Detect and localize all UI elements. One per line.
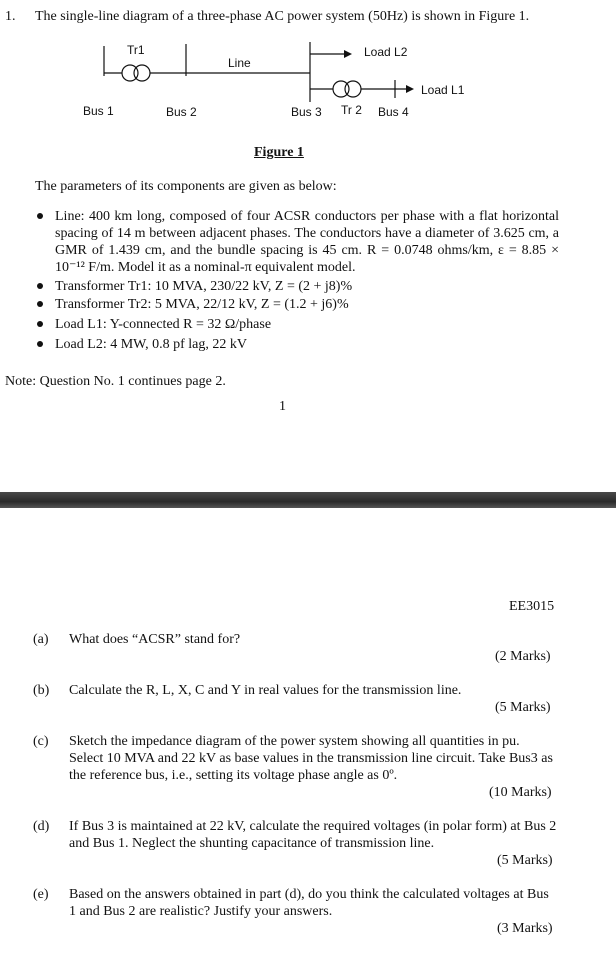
question-e-marks: (3 Marks) (497, 921, 553, 936)
label-bus-1: Bus 1 (83, 104, 114, 118)
bullet-tr1: Transformer Tr1: 10 MVA, 230/22 kV, Z = (2 + j8)% (55, 279, 353, 294)
bullet-dot (37, 301, 43, 307)
question-a-text: What does “ACSR” stand for? (69, 632, 241, 647)
question-b-text: Calculate the R, L, X, C and Y in real values for the transmission line. (69, 683, 462, 698)
params-intro: The parameters of its components are given as below: (35, 179, 337, 194)
bullet-line: Line: 400 km long, composed of four ACSR conductors per phase with a flat horizontal spacing of 14 m between adjacent phases. The conductors have a diameter of 3.625 cm, a GMR of 1.439 cm, and the bundle spacing is 45 cm. R = 0.0748 ohms/km, ε = 8.85 × 10⁻¹² F/m. Model it as a nominal-π equivalent model. (55, 209, 559, 275)
figure-caption: Figure 1 (254, 145, 304, 160)
question-e-text: Based on the answers obtained in part (d), do you think the calculated voltages at Bus 1 and Bus 2 are realistic? Justify your answers. (69, 887, 549, 919)
bullet-tr2: Transformer Tr2: 5 MVA, 22/12 kV, Z = (1.2 + j6)% (55, 297, 349, 312)
page-number: 1 (279, 399, 286, 414)
question-number: 1. (5, 9, 16, 24)
question-d-letter: (d) (33, 819, 50, 834)
question-e-letter: (e) (33, 887, 49, 902)
label-bus-3: Bus 3 (291, 105, 322, 119)
question-d-marks: (5 Marks) (497, 853, 553, 868)
question-c-letter: (c) (33, 734, 49, 749)
question-b-letter: (b) (33, 683, 50, 698)
bullet-dot (37, 283, 43, 289)
tr2-winding-2 (345, 81, 361, 97)
course-code: EE3015 (509, 599, 555, 614)
page-separator (0, 492, 616, 508)
continue-note: Note: Question No. 1 continues page 2. (5, 374, 226, 389)
label-tr2: Tr 2 (341, 103, 362, 117)
bullet-load-l1: Load L1: Y-connected R = 32 Ω/phase (55, 317, 272, 332)
question-c-marks: (10 Marks) (489, 785, 552, 800)
bullet-dot (37, 341, 43, 347)
label-bus-4: Bus 4 (378, 105, 409, 119)
label-load-l2: Load L2 (364, 45, 408, 59)
question-d-text: If Bus 3 is maintained at 22 kV, calculate the required voltages (in polar form) at Bus 2 and Bus 1. Neglect the shunting capacitance of transmission line. (69, 819, 557, 851)
question-b-marks: (5 Marks) (495, 700, 551, 715)
bullet-dot (37, 213, 43, 219)
label-load-l1: Load L1 (421, 83, 465, 97)
bullet-load-l2: Load L2: 4 MW, 0.8 pf lag, 22 kV (55, 337, 247, 352)
label-tr1: Tr1 (127, 43, 145, 57)
label-bus-2: Bus 2 (166, 105, 197, 119)
tr1-winding-2 (134, 65, 150, 81)
load-l2-arrow-icon (344, 50, 352, 58)
load-l1-arrow-icon (406, 85, 414, 93)
question-c-text: Sketch the impedance diagram of the power system showing all quantities in pu. Select 10 MVA and 22 kV as base values in the transmission line circuit. Take Bus3 as the reference bus, i.e., setting its voltage phase angle as 0º. (69, 734, 553, 783)
question-a-letter: (a) (33, 632, 49, 647)
question-a-marks: (2 Marks) (495, 649, 551, 664)
bullet-dot (37, 321, 43, 327)
label-line: Line (228, 56, 251, 70)
question-intro: The single-line diagram of a three-phase AC power system (50Hz) is shown in Figure 1. (35, 9, 530, 24)
